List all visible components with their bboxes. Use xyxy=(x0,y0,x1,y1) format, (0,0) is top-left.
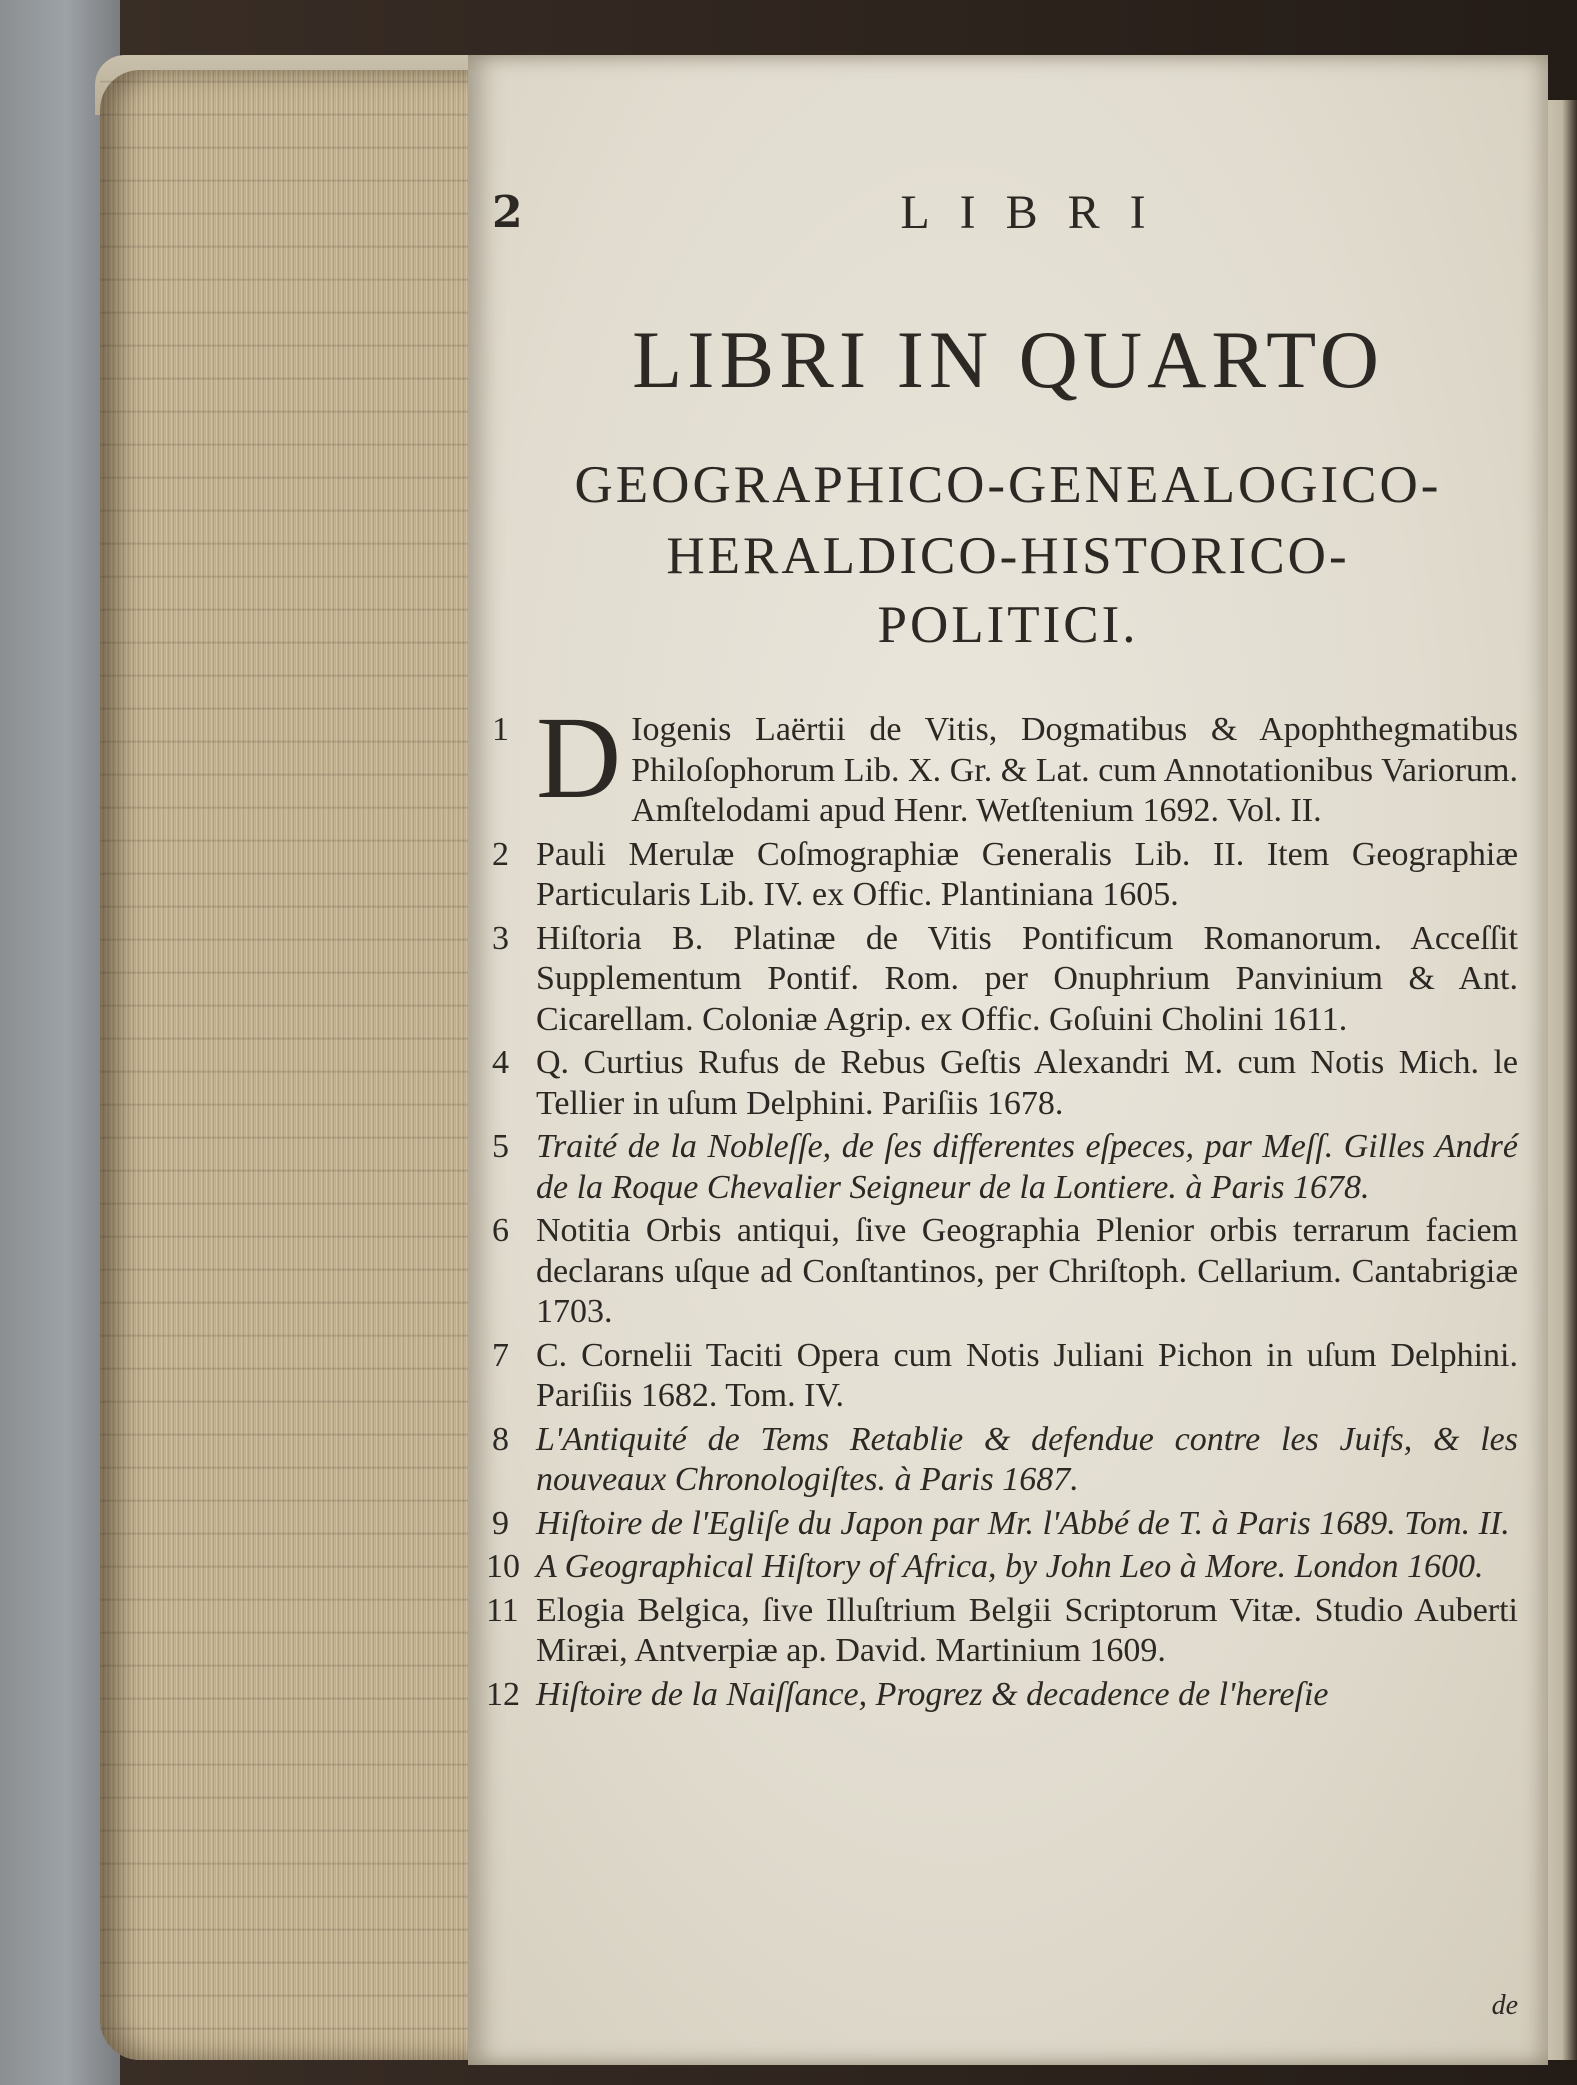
entry-number: 10 xyxy=(486,1548,520,1585)
entry-number: 8 xyxy=(492,1420,509,1458)
page-number: 2 xyxy=(492,187,523,238)
entry-number: 1 xyxy=(492,711,509,748)
entry-number: 11 xyxy=(486,1591,519,1629)
entry-text: C. Cornelii Taciti Opera cum Notis Juliani Pichon in uſum Delphini. Pariſiis 1682. Tom. IV. xyxy=(536,1336,1518,1414)
catchword: de xyxy=(1491,1990,1518,2021)
entry-number: 3 xyxy=(492,919,509,957)
entry-text: Q. Curtius Rufus de Rebus Geſtis Alexandri M. cum Notis Mich. le Tellier in uſum Delphini. Pariſiis 1678. xyxy=(536,1044,1518,1122)
book-page xyxy=(468,55,1548,2065)
running-head: LIBRI xyxy=(900,186,1176,239)
catalogue-entry xyxy=(468,1336,1548,1417)
entry-text: Pauli Merulæ Coſmographiæ Generalis Lib. II. Item Geographiæ Particularis Lib. IV. ex Offic. Plantiniana 1605. xyxy=(536,835,1518,913)
entry-number: 9 xyxy=(492,1504,509,1542)
entry-number: 7 xyxy=(492,1336,509,1374)
catalogue-entry xyxy=(468,1043,1548,1124)
entry-text: Traité de la Nobleſſe, de ſes differentes eſpeces, par Meſſ. Gilles André de la Roque Chevalier Seigneur de la Lontiere. à Paris 1678. xyxy=(536,1128,1518,1206)
catalogue-entry xyxy=(468,1127,1548,1208)
subtitle-line-1: GEOGRAPHICO-GENEALOGICO- xyxy=(574,456,1442,514)
entry-text: Hiſtoire de l'Egliſe du Japon par Mr. l'Abbé de T. à Paris 1689. Tom. II. xyxy=(536,1504,1510,1542)
page-block-edge xyxy=(100,70,475,2060)
catalogue-entries xyxy=(468,692,1548,1718)
catalogue-entry xyxy=(468,835,1548,916)
drop-cap: D xyxy=(536,692,622,823)
entry-text: Notitia Orbis antiqui, ſive Geographia Plenior orbis terrarum faciem declarans uſque ad Conſtantinos, per Chriſtoph. Cellarium. Cantabrigiæ 1703. xyxy=(536,1212,1518,1330)
catalogue-entry xyxy=(468,919,1548,1041)
catalogue-entry xyxy=(468,692,1548,832)
page-text xyxy=(468,55,1548,2065)
entry-text: Hiſtoria B. Platinæ de Vitis Pontificum Romanorum. Acceſſit Supplementum Pontif. Rom. per Onuphrium Panvinium & Ant. Cicarellam. Coloniæ Agrip. ex Offic. Goſuini Cholini 1611. xyxy=(536,919,1518,1038)
entry-number: 5 xyxy=(492,1128,509,1165)
entry-text: Elogia Belgica, ſive Illuſtrium Belgii Scriptorum Vitæ. Studio Auberti Miræi, Antverpiæ ap. David. Martinium 1609. xyxy=(536,1591,1518,1669)
entry-number: 4 xyxy=(492,1044,509,1081)
catalogue-entry xyxy=(468,1675,1548,1716)
entry-text: Hiſtoire de la Naiſſance, Progrez & decadence de l'hereſie xyxy=(536,1675,1329,1713)
subtitle-line-2: HERALDICO-HISTORICO- xyxy=(666,527,1350,585)
catalogue-entry xyxy=(468,1504,1548,1545)
catalogue-entry xyxy=(468,1547,1548,1588)
catalogue-entry xyxy=(468,1591,1548,1672)
entry-number: 2 xyxy=(492,835,509,873)
entry-number: 6 xyxy=(492,1212,509,1249)
entry-text: L'Antiquité de Tems Retablie & defendue contre les Juifs, & les nouveaux Chronologiſtes. à Paris 1687. xyxy=(536,1420,1518,1498)
catalogue-entry xyxy=(468,1420,1548,1501)
catalogue-entry xyxy=(468,1211,1548,1333)
entry-text: A Geographical Hiſtory of Africa, by John Leo à More. London 1600. xyxy=(536,1548,1484,1585)
section-title: LIBRI IN QUARTO xyxy=(632,314,1384,405)
entry-number: 12 xyxy=(486,1675,520,1713)
entry-text: Iogenis Laërtii de Vitis, Dogmatibus & Apophthegmatibus Philoſophorum Lib. X. Gr. & Lat. cum Annotationibus Variorum. Amſtelodami apud Henr. Wetſtenium 1692. Vol. II. xyxy=(631,711,1518,829)
subtitle-line-3: POLITICI. xyxy=(877,596,1139,654)
